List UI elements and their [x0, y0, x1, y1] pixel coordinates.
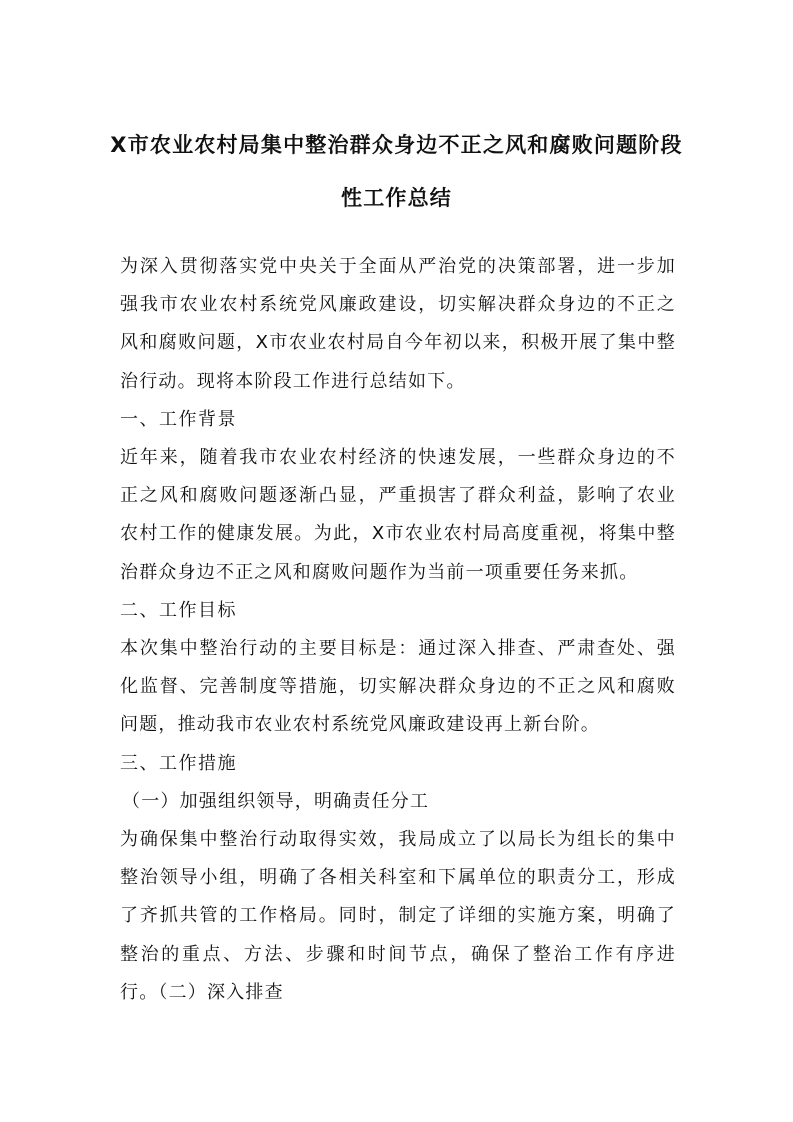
section-3-heading: 三、工作措施 — [120, 752, 237, 774]
section-1-heading: 一、工作背景 — [120, 408, 237, 430]
intro-paragraph: 为深入贯彻落实党中央关于全面从严治党的决策部署，进一步加强我市农业农村系统党风廉政建设，切实解决群众身边的不正之风和腐败问题，X市农业农村局自今年初以来，积极开展了集中整治行动。现将本阶段工作进行总结如下。 — [120, 256, 676, 392]
section-1-paragraph: 近年来，随着我市农业农村经济的快速发展，一些群众身边的不正之风和腐败问题逐渐凸显，严重损害了群众利益，影响了农业农村工作的健康发展。为此，X市农业农村局高度重视，将集中整治群众身边不正之风和腐败问题作为当前一项重要任务来抓。 — [120, 447, 676, 583]
document-body — [120, 248, 676, 1012]
document-title-line-2: 性工作总结 — [341, 186, 452, 210]
section-2-paragraph: 本次集中整治行动的主要目标是：通过深入排查、严肃查处、强化监督、完善制度等措施，切实解决群众身边的不正之风和腐败问题，推动我市农业农村系统党风廉政建设再上新台阶。 — [120, 638, 676, 736]
section-3-subheading: （一）加强组织领导，明确责任分工 — [122, 790, 430, 812]
section-2-heading: 二、工作目标 — [120, 599, 237, 621]
section-3-paragraph: 为确保集中整治行动取得实效，我局成立了以局长为组长的集中整治领导小组，明确了各相关科室和下属单位的职责分工，形成了齐抓共管的工作格局。同时，制定了详细的实施方案，明确了整治的重点、方法、步骤和时间节点，确保了整治工作有序进行。（二）深入排查 — [120, 829, 676, 1003]
document-title-line-1: X市农业农村局集中整治群众身边不正之风和腐败问题阶段 — [110, 133, 683, 157]
